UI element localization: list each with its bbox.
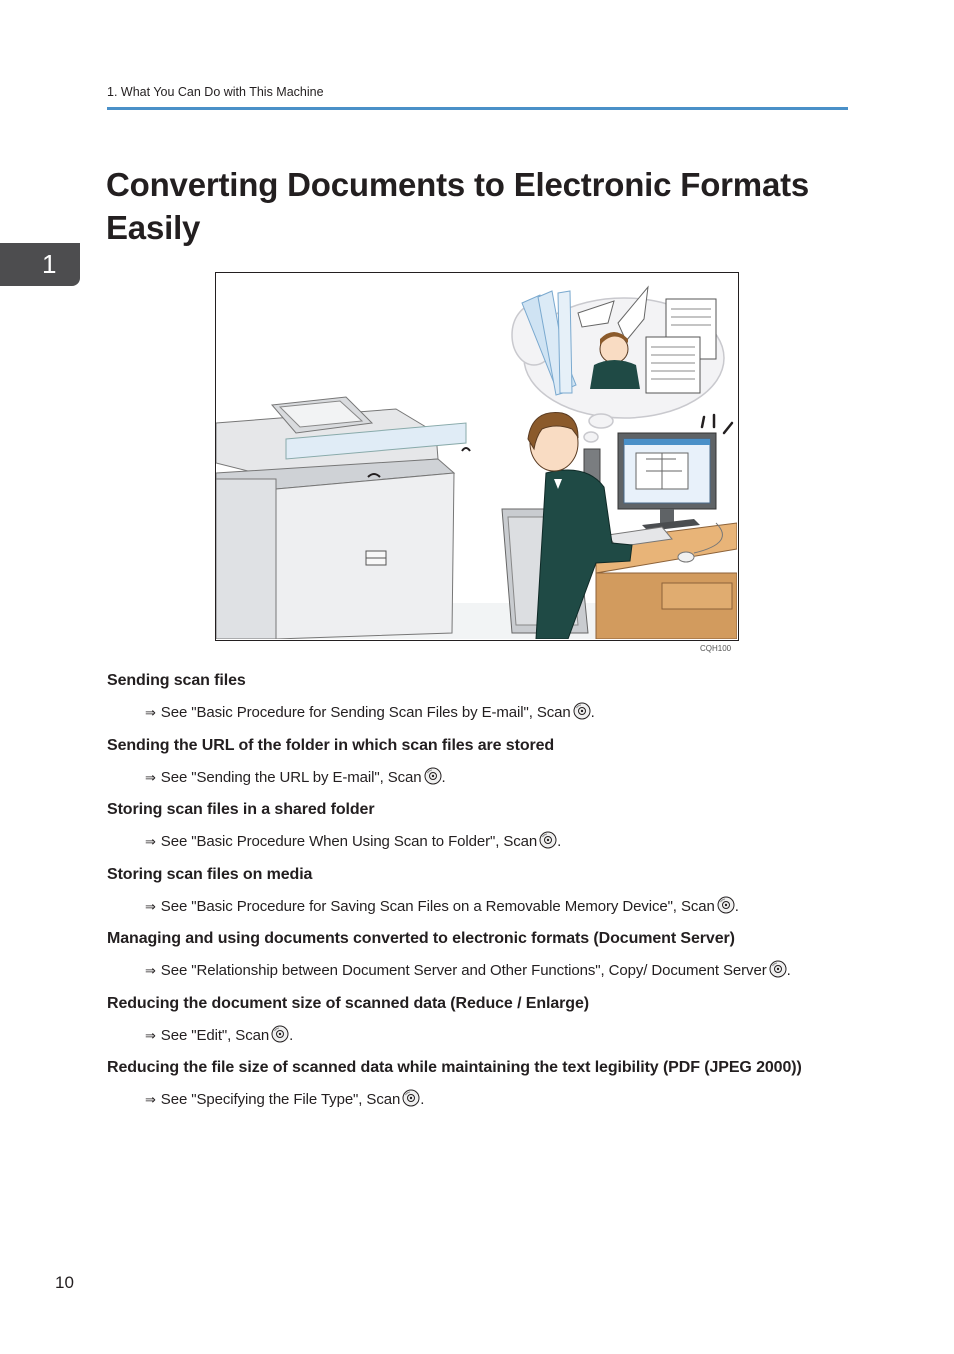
arrow-icon: ⇒ [145,835,156,850]
arrow-icon: ⇒ [145,1093,156,1108]
disc-icon [424,767,442,792]
period: . [441,768,446,786]
topic-title: Storing scan files in a shared folder [107,801,375,818]
topic-item [107,928,867,993]
reference-link[interactable]: See "Specifying the File Type", Scan [160,1091,401,1108]
printer [216,397,470,639]
topic-reference [107,702,867,727]
reference-link[interactable]: See "Relationship between Document Server and Other Functions", Copy/ Document Server [160,962,767,979]
arrow-icon: ⇒ [145,706,156,721]
arrow-icon: ⇒ [145,964,156,979]
topic-title: Sending the URL of the folder in which scan files are stored [107,736,555,754]
topic-item [107,1057,867,1122]
topic-reference [107,896,867,921]
period: . [289,1026,294,1044]
topic-item [107,799,867,864]
reference-link[interactable]: See "Basic Procedure for Sending Scan Files by E-mail", Scan [160,704,571,721]
disc-icon [717,896,735,921]
illustration [215,272,739,641]
reference-link[interactable]: See "Edit", Scan [160,1026,270,1044]
disc-icon [573,702,591,727]
arrow-icon: ⇒ [145,1028,156,1044]
period: . [734,897,739,915]
period: . [786,962,791,979]
arrow-icon: ⇒ [145,899,156,915]
topic-title: Reducing the document size of scanned data (Reduce / Enlarge) [107,994,589,1012]
topic-item [107,993,867,1058]
scanner-office-illustration [216,273,737,639]
topic-reference [107,1025,867,1050]
running-header: 1. What You Can Do with This Machine [107,85,324,99]
topic-reference [107,960,867,985]
topic-item [107,670,867,735]
reference-link[interactable]: See "Sending the URL by E-mail", Scan [160,768,422,786]
topic-title: Reducing the file size of scanned data while maintaining the text legibility (PDF (JPEG 2000)) [107,1059,802,1076]
topic-item [107,864,867,929]
arrow-icon: ⇒ [145,770,156,786]
period: . [590,704,595,721]
reference-link[interactable]: See "Basic Procedure When Using Scan to Folder", Scan [160,833,538,850]
topic-reference [107,831,867,856]
topic-list [107,670,867,1122]
topic-title: Storing scan files on media [107,865,313,883]
topic-item [107,735,867,800]
reference-link[interactable]: See "Basic Procedure for Saving Scan Files on a Removable Memory Device", Scan [160,897,715,915]
disc-icon [539,831,557,856]
topic-title: Sending scan files [107,672,246,689]
disc-icon [769,960,787,985]
disc-icon [402,1089,420,1114]
period: . [420,1091,425,1108]
figure-code: CQH100 [700,644,732,653]
topic-title: Managing and using documents converted to electronic formats (Document Server) [107,930,735,947]
period: . [557,833,562,850]
page-number: 10 [55,1273,74,1292]
topic-reference [107,1089,867,1114]
topic-reference [107,767,867,792]
disc-icon [271,1025,289,1050]
chapter-tab: 1 [0,243,80,286]
page-title: Converting Documents to Electronic Formats Easily [106,166,810,246]
header-rule [107,107,848,110]
